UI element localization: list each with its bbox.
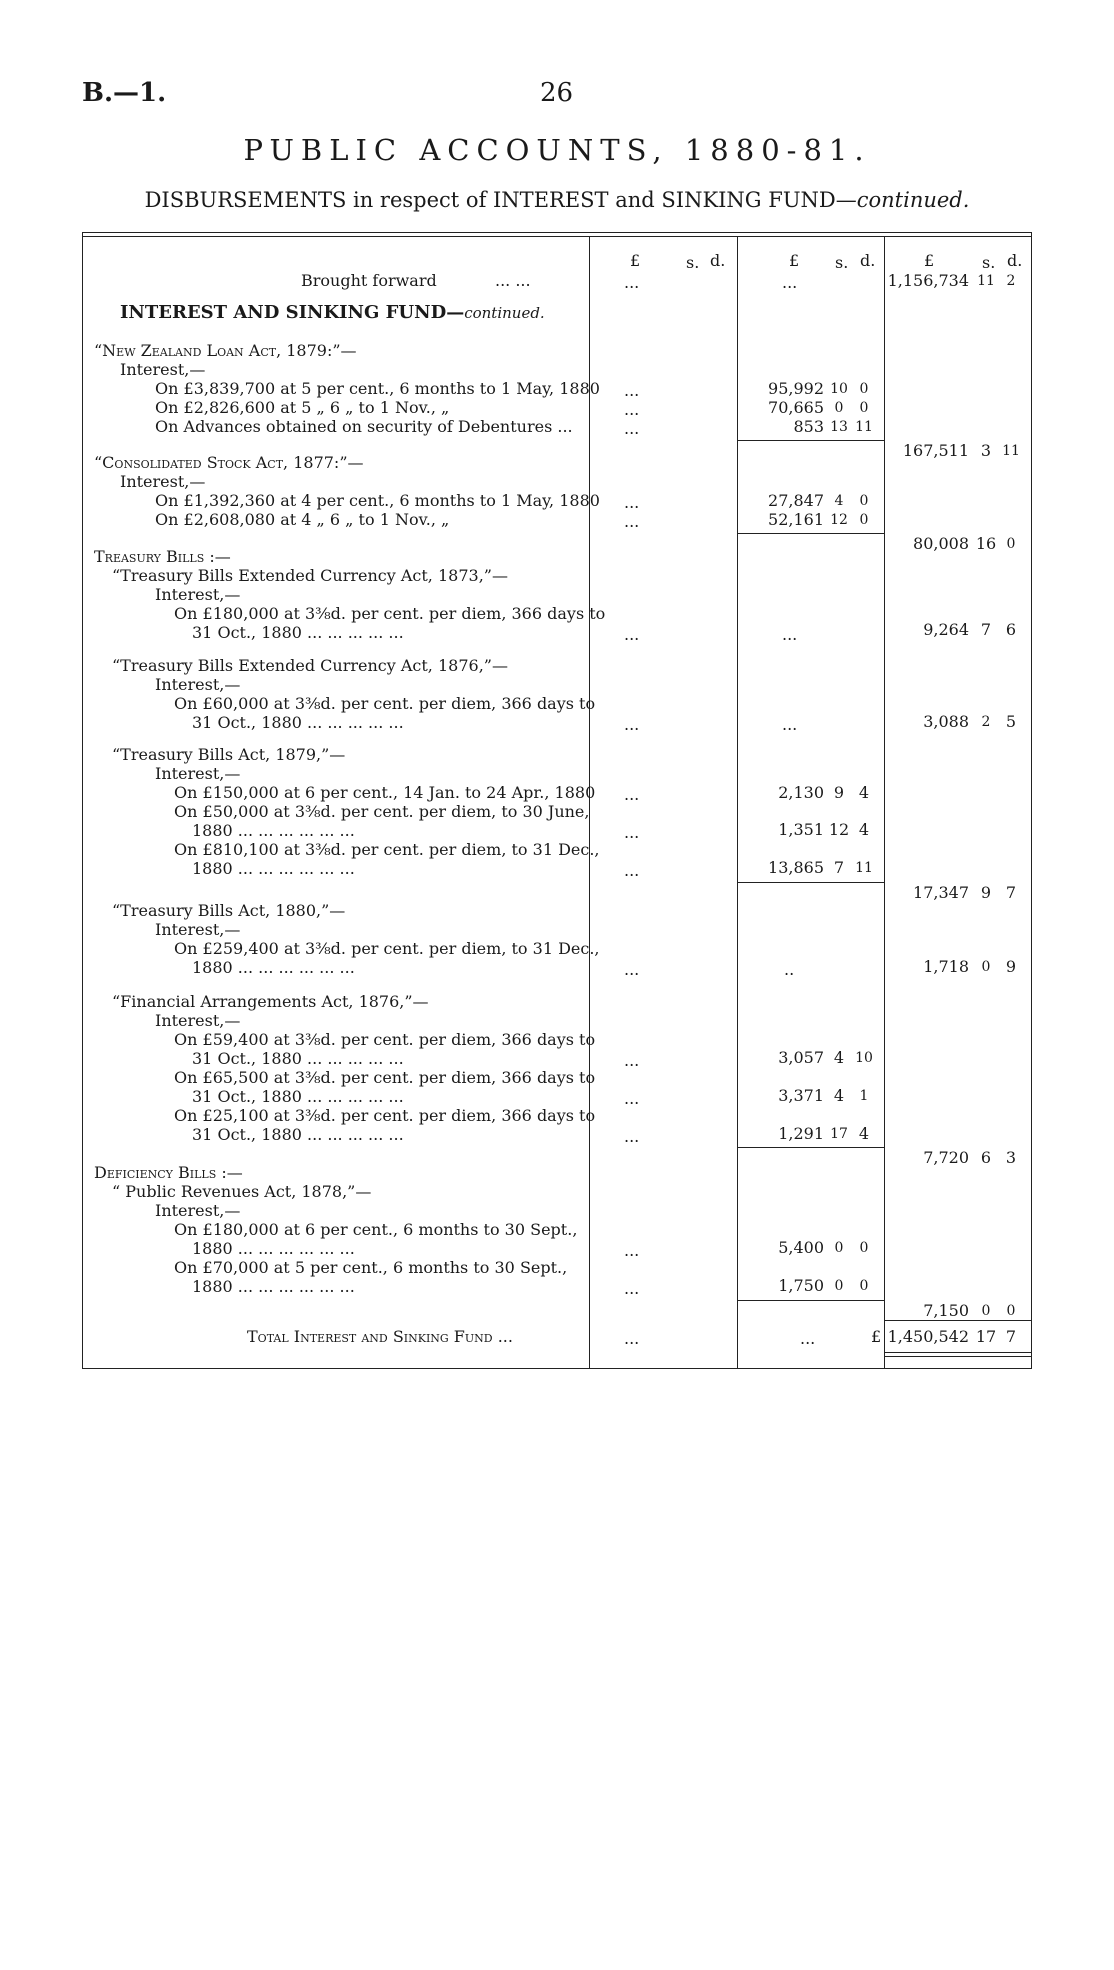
tb1879-l1-s: 9 [833, 783, 845, 802]
consolidated-l1-s: 4 [834, 493, 844, 509]
deficiency-l1-d: 0 [859, 1240, 869, 1256]
nz-loan-total-d: 11 [1002, 443, 1020, 459]
brought-forward-pounds: 1,156,734 [887, 271, 969, 290]
tb1880-heading: “Treasury Bills Act, 1880,”— [112, 901, 346, 920]
tb1879-line-2a: On £50,000 at 3⅜d. per cent. per diem, to 30 June, [174, 802, 590, 821]
tb1876-total-pounds: 3,088 [923, 712, 969, 731]
financial-l3-col1: ... [624, 1127, 640, 1146]
brought-forward-label: Brought forward [301, 271, 437, 290]
grand-total-s: 17 [975, 1327, 997, 1346]
consolidated-total-d: 0 [1006, 536, 1016, 552]
grand-total-double-rule-1 [884, 1352, 1031, 1353]
tb1873-col2: ... [782, 625, 798, 644]
page-subtitle: DISBURSEMENTS in respect of INTEREST and SINKING FUND—continued. [144, 188, 970, 212]
nz-loan-l2-pounds: 70,665 [768, 398, 824, 417]
nz-loan-l1-pounds: 95,992 [768, 379, 824, 398]
financial-l3-s: 17 [830, 1126, 848, 1142]
deficiency-line-1b: 1880 ... ... ... ... ... ... [192, 1239, 355, 1258]
column-divider-1 [589, 236, 590, 1368]
deficiency-subtotal-rule [737, 1300, 884, 1301]
section-title: INTEREST AND SINKING FUND—continued. [120, 302, 545, 323]
tb1873-line-1: On £180,000 at 3⅜d. per cent. per diem, 366 days to [174, 604, 606, 623]
tb1879-l1-d: 4 [858, 783, 870, 802]
deficiency-l1-pounds: 5,400 [778, 1238, 824, 1257]
nz-loan-line-1: On £3,839,700 at 5 per cent., 6 months to 1 May, 1880 [155, 379, 600, 398]
deficiency-l2-pounds: 1,750 [778, 1276, 824, 1295]
consolidated-line-2: On £2,608,080 at 4 „ 6 „ to 1 Nov., „ [155, 510, 450, 529]
tb1876-interest: Interest,— [155, 675, 241, 694]
consolidated-l2-d: 0 [859, 512, 869, 528]
tb1873-heading: “Treasury Bills Extended Currency Act, 1873,”— [112, 566, 508, 585]
financial-l1-s: 4 [833, 1048, 845, 1067]
tb1879-l3-d: 11 [855, 860, 873, 876]
col3-pound-header: £ [924, 251, 935, 270]
tb1873-total-s: 7 [980, 620, 992, 639]
tb1879-line-2b: 1880 ... ... ... ... ... ... [192, 821, 355, 840]
tb1876-total-s: 2 [981, 714, 991, 730]
col1-pound-header: £ [630, 251, 641, 270]
consolidated-l2-col1: ... [624, 512, 640, 531]
consolidated-line-1: On £1,392,360 at 4 per cent., 6 months to 1 May, 1880 [155, 491, 600, 510]
financial-l2-col1: ... [624, 1089, 640, 1108]
grand-total-pound-sign: £ [871, 1327, 882, 1346]
deficiency-total-s: 0 [981, 1303, 991, 1319]
tb1876-heading: “Treasury Bills Extended Currency Act, 1876,”— [112, 656, 508, 675]
deficiency-line-2b: 1880 ... ... ... ... ... ... [192, 1277, 355, 1296]
nz-loan-l1-col1: ... [624, 381, 640, 400]
financial-line-3b: 31 Oct., 1880 ... ... ... ... ... [192, 1125, 404, 1144]
nz-loan-l3-s: 13 [830, 419, 848, 435]
tb1879-l2-d: 4 [858, 820, 870, 839]
col3-s-header: s. [982, 253, 996, 272]
consolidated-l2-pounds: 52,161 [768, 510, 824, 529]
table-top-rule [82, 232, 1032, 233]
financial-l1-col1: ... [624, 1051, 640, 1070]
tb1879-interest: Interest,— [155, 764, 241, 783]
brought-forward-col1: ... [624, 273, 640, 292]
grand-total-label: Total Interest and Sinking Fund ... [247, 1327, 513, 1346]
nz-loan-l3-pounds: 853 [793, 417, 824, 436]
tb1879-heading: “Treasury Bills Act, 1879,”— [112, 745, 346, 764]
grand-total-top-rule [884, 1320, 1031, 1321]
deficiency-l2-col1: ... [624, 1279, 640, 1298]
table-left-rule [82, 232, 83, 1369]
nz-loan-l2-s: 0 [834, 400, 844, 416]
grand-total-d: 7 [1005, 1327, 1017, 1346]
tb1880-col2: .. [784, 960, 795, 979]
financial-line-2a: On £65,500 at 3⅜d. per cent. per diem, 366 days to [174, 1068, 596, 1087]
tb1879-line-3b: 1880 ... ... ... ... ... ... [192, 859, 355, 878]
column-divider-3 [884, 236, 885, 1368]
financial-l2-pounds: 3,371 [778, 1086, 824, 1105]
grand-total-col1: ... [624, 1329, 640, 1348]
tb1876-col2: ... [782, 715, 798, 734]
deficiency-l2-s: 0 [834, 1278, 844, 1294]
consolidated-total-s: 16 [975, 534, 997, 553]
brought-forward-pence: 2 [1006, 273, 1016, 289]
financial-l3-pounds: 1,291 [778, 1124, 824, 1143]
financial-l1-pounds: 3,057 [778, 1048, 824, 1067]
tb1876-line-2: 31 Oct., 1880 ... ... ... ... ... [192, 713, 404, 732]
tb1880-total-s: 0 [981, 959, 991, 975]
tb1879-l1-pounds: 2,130 [778, 783, 824, 802]
tb1880-col1: ... [624, 960, 640, 979]
consolidated-subtotal-rule [737, 533, 884, 534]
nz-loan-total-s: 3 [980, 441, 992, 460]
tb1880-total-pounds: 1,718 [923, 957, 969, 976]
col2-d-header: d. [860, 251, 876, 270]
brought-forward-col2: ... [782, 273, 798, 292]
tb1880-line-1: On £259,400 at 3⅜d. per cent. per diem, to 31 Dec., [174, 939, 600, 958]
deficiency-subheading: “ Public Revenues Act, 1878,”— [112, 1182, 372, 1201]
column-divider-2 [737, 236, 738, 1368]
financial-l1-d: 10 [855, 1050, 873, 1066]
tb1880-total-d: 9 [1005, 957, 1017, 976]
tb1873-col1: ... [624, 625, 640, 644]
consolidated-l1-d: 0 [859, 493, 869, 509]
consolidated-l1-pounds: 27,847 [768, 491, 824, 510]
deficiency-line-2a: On £70,000 at 5 per cent., 6 months to 30 Sept., [174, 1258, 568, 1277]
nz-loan-subtotal-rule [737, 440, 884, 441]
deficiency-total-d: 0 [1006, 1303, 1016, 1319]
financial-total-s: 6 [980, 1148, 992, 1167]
deficiency-l1-col1: ... [624, 1241, 640, 1260]
deficiency-l2-d: 0 [859, 1278, 869, 1294]
tb1879-l2-s: 12 [828, 820, 850, 839]
deficiency-heading: Deficiency Bills :— [94, 1163, 243, 1182]
consolidated-l2-s: 12 [830, 512, 848, 528]
table-top-rule-inner [82, 236, 1032, 237]
brought-forward-shillings: 11 [977, 273, 995, 289]
brought-forward-leader: ... ... [495, 271, 531, 290]
financial-line-1b: 31 Oct., 1880 ... ... ... ... ... [192, 1049, 404, 1068]
deficiency-line-1a: On £180,000 at 6 per cent., 6 months to 30 Sept., [174, 1220, 578, 1239]
col1-s-header: s. [686, 253, 700, 272]
consolidated-total-pounds: 80,008 [913, 534, 969, 553]
tb1879-total-pounds: 17,347 [913, 883, 969, 902]
financial-l2-d: 1 [859, 1088, 869, 1104]
nz-loan-total-pounds: 167,511 [902, 441, 969, 460]
tb1879-line-3a: On £810,100 at 3⅜d. per cent. per diem, to 31 Dec., [174, 840, 600, 859]
financial-heading: “Financial Arrangements Act, 1876,”— [112, 992, 429, 1011]
financial-total-d: 3 [1005, 1148, 1017, 1167]
tb1879-l3-s: 7 [833, 858, 845, 877]
tb1873-line-2: 31 Oct., 1880 ... ... ... ... ... [192, 623, 404, 642]
treasury-bills-heading: Treasury Bills :— [94, 547, 231, 566]
tb1873-total-pounds: 9,264 [923, 620, 969, 639]
col1-d-header: d. [710, 251, 726, 270]
tb1873-interest: Interest,— [155, 585, 241, 604]
deficiency-interest: Interest,— [155, 1201, 241, 1220]
financial-l2-s: 4 [833, 1086, 845, 1105]
nz-loan-l1-s: 10 [830, 381, 848, 397]
nz-loan-l2-col1: ... [624, 400, 640, 419]
tb1880-interest: Interest,— [155, 920, 241, 939]
financial-interest: Interest,— [155, 1011, 241, 1030]
consolidated-heading: “Consolidated Stock Act, 1877:”— [94, 453, 364, 472]
tb1879-l1-col1: ... [624, 785, 640, 804]
nz-loan-line-3: On Advances obtained on security of Debentures ... [155, 417, 573, 436]
tb1876-line-1: On £60,000 at 3⅜d. per cent. per diem, 366 days to [174, 694, 596, 713]
consolidated-l1-col1: ... [624, 493, 640, 512]
consolidated-interest: Interest,— [120, 472, 206, 491]
page-number: 26 [540, 78, 574, 108]
col2-pound-header: £ [789, 251, 800, 270]
nz-loan-heading: “New Zealand Loan Act, 1879:”— [94, 341, 357, 360]
grand-total-col2: ... [800, 1329, 816, 1348]
financial-l3-d: 4 [858, 1124, 870, 1143]
tb1876-total-d: 5 [1005, 712, 1017, 731]
financial-subtotal-rule [737, 1147, 884, 1148]
nz-loan-l3-col1: ... [624, 419, 640, 438]
deficiency-total-pounds: 7,150 [923, 1301, 969, 1320]
nz-loan-l1-d: 0 [859, 381, 869, 397]
nz-loan-interest: Interest,— [120, 360, 206, 379]
grand-total-double-rule-2 [884, 1356, 1031, 1357]
tb1879-total-d: 7 [1005, 883, 1017, 902]
tb1879-l3-pounds: 13,865 [768, 858, 824, 877]
tb1879-subtotal-rule [737, 882, 884, 883]
nz-loan-l2-d: 0 [859, 400, 869, 416]
financial-line-1a: On £59,400 at 3⅜d. per cent. per diem, 366 days to [174, 1030, 596, 1049]
tb1873-total-d: 6 [1005, 620, 1017, 639]
table-bottom-rule [82, 1368, 1032, 1369]
nz-loan-l3-d: 11 [855, 419, 873, 435]
tb1879-l2-col1: ... [624, 823, 640, 842]
table-right-rule [1031, 232, 1032, 1369]
nz-loan-line-2: On £2,826,600 at 5 „ 6 „ to 1 Nov., „ [155, 398, 450, 417]
page-title: PUBLIC ACCOUNTS, 1880-81. [243, 133, 871, 167]
tb1879-l3-col1: ... [624, 861, 640, 880]
tb1880-line-2: 1880 ... ... ... ... ... ... [192, 958, 355, 977]
tb1876-col1: ... [624, 715, 640, 734]
tb1879-l2-pounds: 1,351 [778, 820, 824, 839]
col3-d-header: d. [1007, 251, 1023, 270]
financial-line-3a: On £25,100 at 3⅜d. per cent. per diem, 366 days to [174, 1106, 596, 1125]
accounts-table [82, 232, 1032, 1370]
tb1879-line-1: On £150,000 at 6 per cent., 14 Jan. to 24 Apr., 1880 [174, 783, 596, 802]
deficiency-l1-s: 0 [834, 1240, 844, 1256]
financial-total-pounds: 7,720 [923, 1148, 969, 1167]
tb1879-total-s: 9 [980, 883, 992, 902]
document-reference: B.—1. [82, 78, 167, 108]
grand-total-pounds: 1,450,542 [887, 1327, 969, 1346]
financial-line-2b: 31 Oct., 1880 ... ... ... ... ... [192, 1087, 404, 1106]
col2-s-header: s. [835, 253, 849, 272]
